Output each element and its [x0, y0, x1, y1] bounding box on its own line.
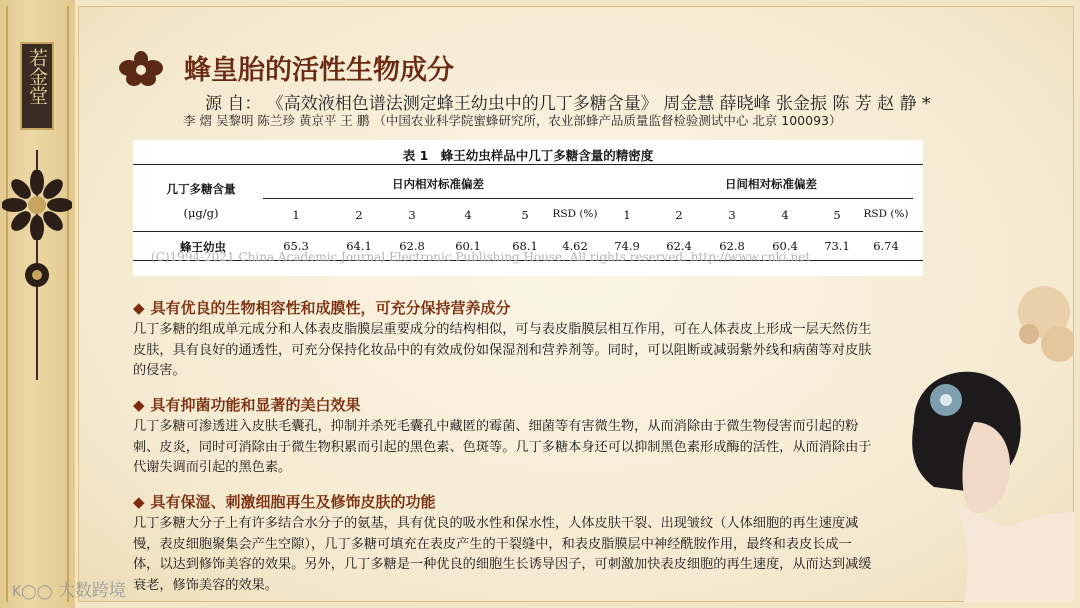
- table-cell: 6.74: [873, 239, 899, 253]
- group-intra-day: 日内相对标准偏差: [392, 177, 484, 191]
- source-citation-line-1: 源 自： 《高效液相色谱法测定蜂王幼虫中的几丁多糖含量》 周金慧 薛晓峰 张金振 陈 芳 赵 静 *: [205, 94, 931, 114]
- diamond-bullet-icon: ◆: [133, 493, 145, 511]
- table-cell: 62.8: [399, 239, 425, 253]
- table-column-header: 1: [623, 208, 631, 222]
- table-column-header: RSD (%): [863, 208, 909, 220]
- page-title: 蜂皇胎的活性生物成分: [184, 55, 454, 86]
- table-column-header: 1: [292, 208, 300, 222]
- brand-logo-icon: K◯◯: [12, 584, 53, 600]
- logo-text: 若金堂: [26, 48, 48, 105]
- brand-name: 大数跨境: [57, 581, 126, 601]
- table-column-header: 4: [781, 208, 789, 222]
- group-inter-day: 日间相对标准偏差: [725, 177, 817, 191]
- section-biocompatibility: [133, 297, 873, 382]
- table-column-header: 4: [464, 208, 472, 222]
- source-citation-line-2: 李 熠 吴黎明 陈兰珍 黄京平 王 鹏 （中国农业科学院蜜蜂研究所，农业部蜂产品质量监督检验测试中心 北京 100093）: [183, 113, 842, 128]
- table-cell: 62.8: [719, 239, 745, 253]
- table-column-header: 5: [521, 208, 529, 222]
- table-rule-top: [133, 164, 923, 165]
- row-header-title: 几丁多糖含量: [166, 182, 236, 196]
- section-body: 几丁多糖可渗透进入皮肤毛囊孔，抑制并杀死毛囊孔中藏匿的霉菌、细菌等有害微生物，从而消除由于微生物侵害而引起的粉刺、皮炎，同时可消除由于微生物积累而引起的黑色素、色斑等。几丁多糖本身还可以抑制黑色素形成酶的活性，从而消除由于代谢失调而引起的黑色素。: [133, 419, 872, 475]
- table-cell: 62.4: [666, 239, 692, 253]
- flower-ornament-icon: [2, 170, 72, 240]
- table-column-header: 3: [728, 208, 736, 222]
- row-header-unit: (μg/g): [183, 206, 219, 220]
- section-body: 几丁多糖的组成单元成分和人体表皮脂膜层重要成分的结构相似，可与表皮脂膜层相互作用，可在人体表皮上形成一层天然仿生皮肤，具有良好的通透性，可充分保持化妆品中的有效成份如保湿剂和营养剂等。同时，可以阻断或减弱紫外线和病菌等对皮肤的侵害。: [133, 322, 872, 378]
- table-column-header: 2: [355, 208, 363, 222]
- diamond-bullet-icon: ◆: [133, 299, 145, 317]
- row-label: 蜂王幼虫: [180, 240, 226, 254]
- table-rule-group: [263, 198, 913, 199]
- table-caption: 表 1 蜂王幼虫样品中几丁多糖含量的精密度: [402, 148, 654, 163]
- table-cell: 65.3: [283, 239, 309, 253]
- table-cell: 60.4: [772, 239, 798, 253]
- cnki-watermark: (C)1994-2021 China Academic Journal Electronic Publishing House. All rights reserved. http://www.cnki.net: [151, 250, 811, 264]
- table-cell: 4.62: [562, 239, 588, 253]
- table-cell: 68.1: [512, 239, 538, 253]
- brand-logo: [20, 42, 54, 130]
- precision-table: [133, 140, 923, 276]
- table-column-header: 5: [833, 208, 841, 222]
- section-body: 几丁多糖大分子上有许多结合水分子的氨基，具有优良的吸水性和保水性，人体皮肤干裂、出现皱纹（人体细胞的再生速度减慢，表皮细胞聚集会产生空隙），几丁多糖可填充在表皮产生的干裂缝中，和表皮脂膜层中神经酰胺作用，最终和表皮长成一体，以达到修饰美容的效果。另外，几丁多糖是一种优良的细胞生长诱导因子，可刺激加快表皮细胞的再生速度，从而达到减缓衰老，修饰美容的效果。: [133, 516, 872, 593]
- section-heading: 具有优良的生物相容性和成膜性，可充分保持营养成分: [150, 299, 511, 317]
- table-cell: 73.1: [824, 239, 850, 253]
- brand-watermark: [12, 576, 126, 601]
- section-moisturizing: [133, 491, 873, 596]
- table-column-header: 2: [675, 208, 683, 222]
- section-heading: 具有保湿、刺激细胞再生及修饰皮肤的功能: [150, 493, 436, 511]
- table-cell: 64.1: [346, 239, 372, 253]
- table-cell: 60.1: [455, 239, 481, 253]
- section-antibacterial: [133, 394, 873, 479]
- diamond-bullet-icon: ◆: [133, 396, 145, 414]
- section-heading: 具有抑菌功能和显著的美白效果: [150, 396, 361, 414]
- bee-flower-icon: [118, 50, 164, 86]
- table-rule-header: [133, 231, 923, 232]
- lady-illustration: [854, 272, 1074, 602]
- table-cell: 74.9: [614, 239, 640, 253]
- table-column-header: RSD (%): [552, 208, 598, 220]
- small-flower-ornament-icon: [24, 262, 50, 288]
- table-column-header: 3: [408, 208, 416, 222]
